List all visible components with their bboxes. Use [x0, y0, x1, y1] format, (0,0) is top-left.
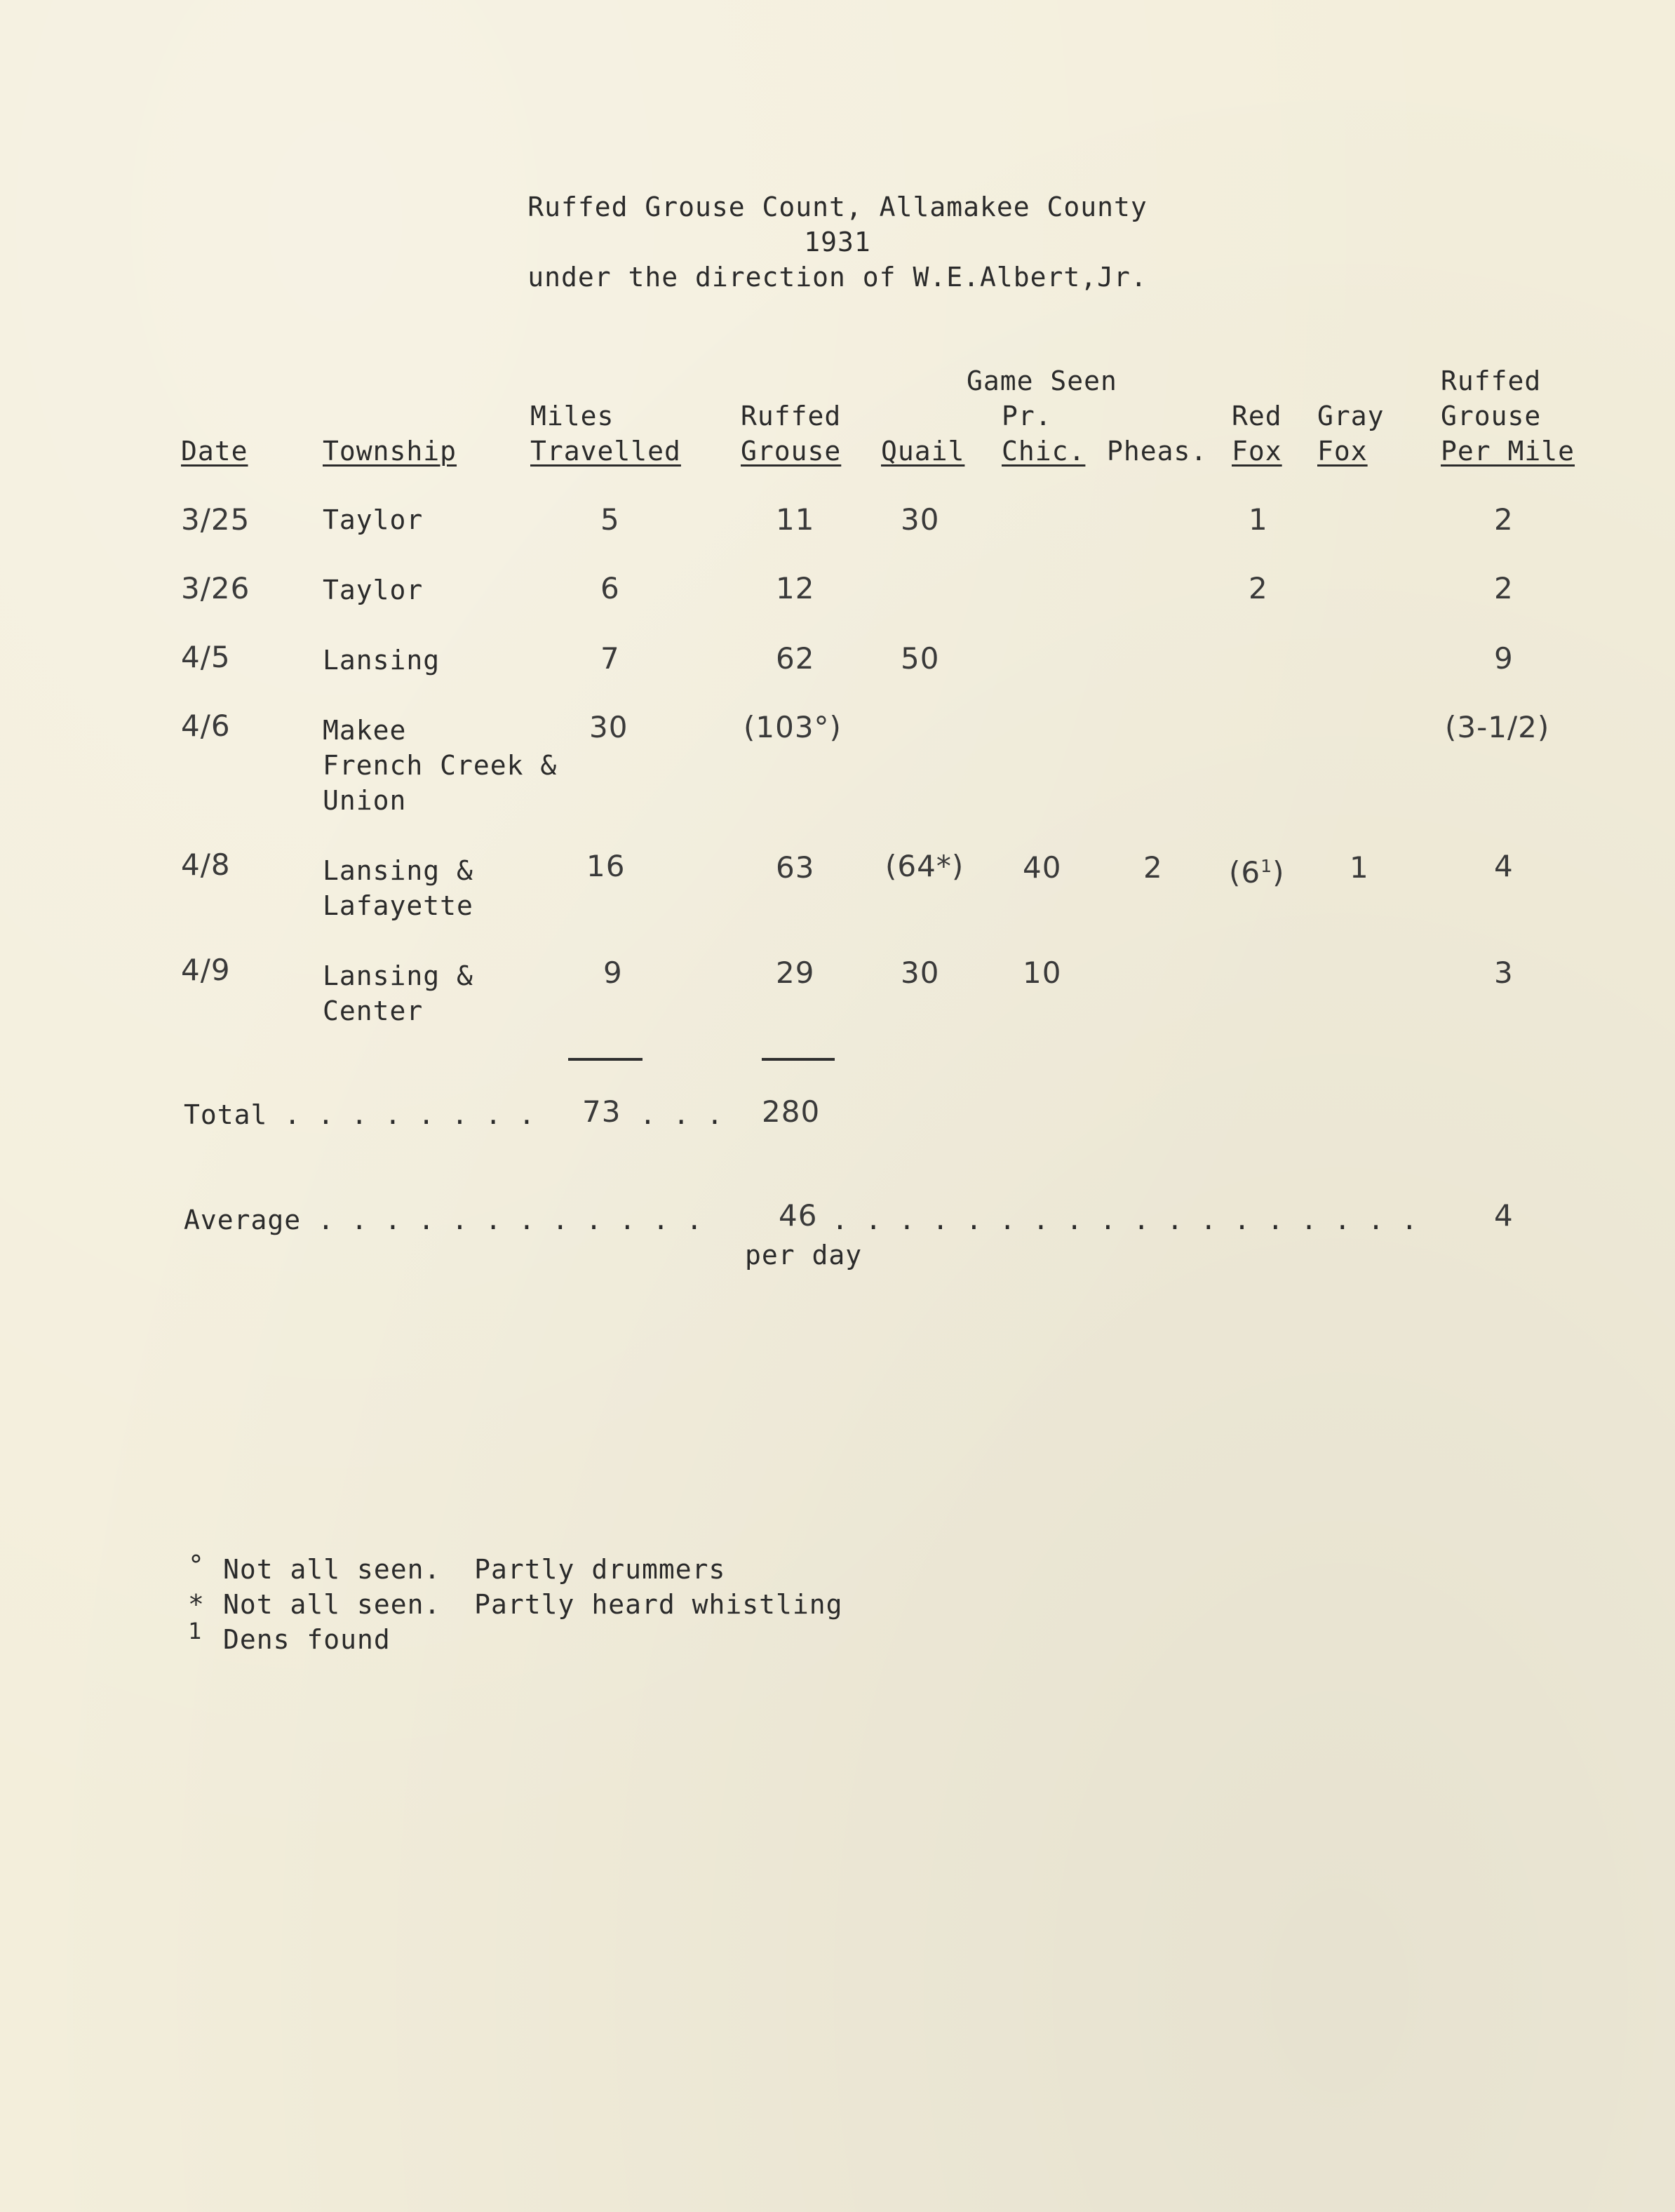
row-4-township-line1: Makee — [323, 715, 407, 746]
row-5-redfox — [1229, 849, 1285, 890]
row-3-miles: 7 — [600, 641, 620, 676]
row-5-pheas: 2 — [1143, 850, 1163, 885]
header-township-label: Township — [323, 436, 457, 467]
grouse-sum-rule — [762, 1058, 835, 1061]
row-4-township-line3: Union — [323, 785, 407, 816]
row-1-grouse: 11 — [776, 502, 815, 537]
row-5-per-mile: 4 — [1494, 849, 1514, 883]
row-5-township-line1: Lansing & — [323, 855, 473, 886]
row-4-miles: 30 — [589, 710, 628, 744]
footnote-2-text: Not all seen. Partly heard whistling — [223, 1589, 843, 1620]
footnote-1-mark: ° — [188, 1550, 205, 1581]
average-per-mile: 4 — [1494, 1198, 1514, 1233]
row-4-grouse: (103°) — [744, 710, 842, 744]
row-3-date: 4/5 — [181, 640, 231, 674]
row-6-grouse: 29 — [776, 956, 815, 990]
row-5-quail: (64*) — [885, 849, 964, 883]
row-3-township: Lansing — [323, 645, 440, 676]
footnote-2-mark: * — [188, 1589, 205, 1620]
row-3-per-mile: 9 — [1494, 641, 1514, 676]
header-date — [181, 434, 248, 469]
title-line-2: 1931 — [804, 227, 871, 257]
footnote-3-mark: 1 — [188, 1618, 203, 1644]
row-5-redfox-close: ) — [1272, 855, 1285, 890]
header-quail — [881, 434, 964, 469]
average-label: Average . . . . . . . . . . . . — [184, 1205, 704, 1235]
row-1-redfox: 1 — [1249, 502, 1268, 537]
title-line-1: Ruffed Grouse Count, Allamakee County — [527, 192, 1148, 222]
header-ruffed-line1: Ruffed — [741, 401, 842, 431]
header-miles-label: Travelled — [530, 436, 681, 467]
header-redfox-label: Fox — [1232, 436, 1282, 467]
row-2-grouse: 12 — [776, 571, 815, 605]
header-miles-line1: Miles — [530, 401, 614, 431]
header-prchic-line1: Pr. — [1002, 401, 1052, 431]
row-6-miles: 9 — [603, 956, 623, 990]
row-5-miles: 16 — [586, 849, 626, 883]
row-5-prchic: 40 — [1023, 850, 1062, 885]
row-6-quail: 30 — [901, 956, 940, 990]
row-6-prchic: 10 — [1023, 956, 1062, 990]
row-1-date: 3/25 — [181, 502, 250, 537]
title-line-3: under the direction of W.E.Albert,Jr. — [527, 262, 1148, 293]
header-grayfox-label: Fox — [1317, 436, 1368, 467]
header-prchic-line2 — [1002, 434, 1085, 469]
header-rgpm-line3 — [1441, 434, 1575, 469]
average-dots: . . . . . . . . . . . . . . . . . . — [832, 1205, 1418, 1235]
row-5-grayfox: 1 — [1350, 850, 1369, 885]
header-redfox-line2 — [1232, 434, 1282, 469]
row-6-per-mile: 3 — [1494, 956, 1514, 990]
row-6-township-line2: Center — [323, 996, 424, 1026]
row-5-redfox-value: (6 — [1229, 855, 1261, 890]
miles-sum-rule — [568, 1058, 643, 1061]
row-5-date: 4/8 — [181, 847, 231, 882]
footnote-3-text: Dens found — [223, 1624, 391, 1655]
row-4-date: 4/6 — [181, 709, 231, 743]
row-1-per-mile: 2 — [1494, 502, 1514, 537]
header-rgpm-line1: Ruffed — [1441, 366, 1542, 396]
header-redfox-line1: Red — [1232, 401, 1282, 431]
header-rgpm-line2: Grouse — [1441, 401, 1542, 431]
row-5-redfox-footnote-mark: 1 — [1260, 856, 1273, 876]
row-4-township-line2: French Creek & — [323, 750, 558, 781]
row-1-township: Taylor — [323, 504, 424, 535]
total-miles: 73 — [582, 1094, 621, 1129]
total-grouse: 280 — [762, 1094, 821, 1129]
row-5-township-line2: Lafayette — [323, 890, 473, 921]
row-4-per-mile: (3-1/2) — [1445, 710, 1550, 744]
row-2-redfox: 2 — [1249, 571, 1268, 605]
average-per-day: per day — [745, 1240, 863, 1271]
row-1-miles: 5 — [600, 502, 620, 537]
row-2-miles: 6 — [600, 571, 620, 605]
row-5-grouse: 63 — [776, 850, 815, 885]
header-pheas: Pheas. — [1107, 436, 1208, 467]
header-grayfox-line1: Gray — [1317, 401, 1385, 431]
total-label: Total . . . . . . . . — [184, 1099, 536, 1130]
total-dots: . . . — [640, 1099, 724, 1130]
header-ruffed-line2 — [741, 434, 841, 469]
row-1-quail: 30 — [901, 502, 940, 537]
header-miles-line2 — [530, 434, 681, 469]
header-grayfox-line2 — [1317, 434, 1368, 469]
header-quail-label: Quail — [881, 436, 965, 467]
row-2-per-mile: 2 — [1494, 571, 1514, 605]
header-game-seen: Game Seen — [967, 366, 1117, 396]
row-3-grouse: 62 — [776, 641, 815, 676]
header-township — [323, 434, 457, 469]
header-date-label: Date — [181, 436, 248, 467]
row-2-township: Taylor — [323, 575, 424, 605]
row-3-quail: 50 — [901, 641, 940, 676]
row-6-date: 4/9 — [181, 953, 231, 987]
footnote-1-text: Not all seen. Partly drummers — [223, 1554, 726, 1585]
header-rgpm-label: Per Mile — [1441, 436, 1575, 467]
average-grouse: 46 — [779, 1198, 818, 1233]
header-prchic-label: Chic. — [1002, 436, 1086, 467]
row-2-date: 3/26 — [181, 571, 250, 605]
header-ruffed-label: Grouse — [741, 436, 842, 467]
row-6-township-line1: Lansing & — [323, 960, 473, 991]
